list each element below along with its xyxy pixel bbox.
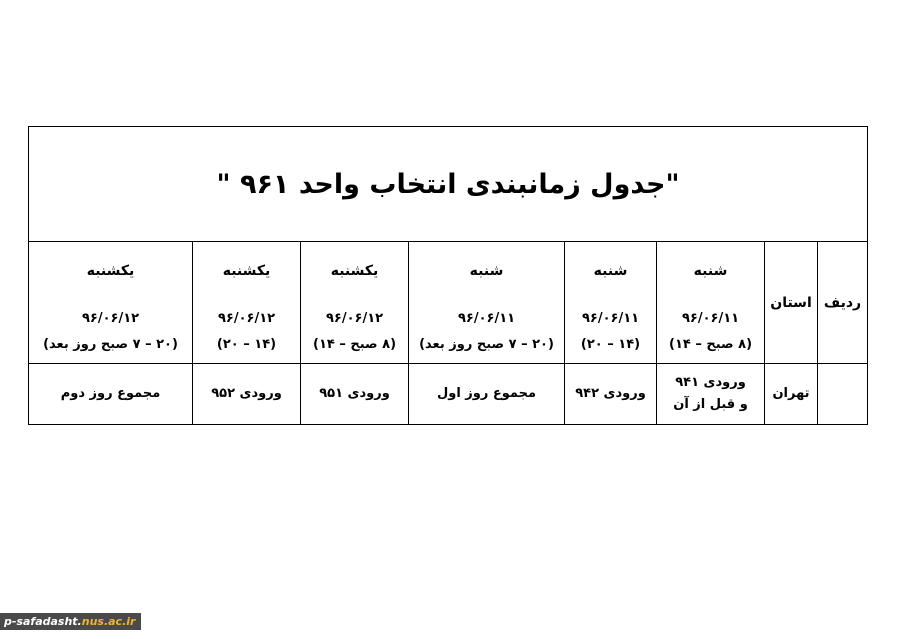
date-time-cell-col-5 (193, 300, 301, 364)
time-range-text: (۲۰ – ۷ صبح روز بعد) (43, 336, 178, 352)
entry-text-line-2: و قبل از آن (673, 397, 748, 412)
table-title-cell (29, 127, 868, 242)
entry-cell-col-3: مجموع روز اول (409, 364, 565, 425)
date-time-cell-col-3 (409, 300, 565, 364)
day-header-col-5: یکشنبه (193, 242, 301, 301)
day-header-col-4: یکشنبه (301, 242, 409, 301)
entry-cell-col-5: ورودی ۹۵۲ (193, 364, 301, 425)
date-text: ۹۶/۰۶/۱۱ (457, 310, 516, 326)
date-time-cell-col-6 (29, 300, 193, 364)
date-text: ۹۶/۰۶/۱۲ (325, 310, 384, 326)
schedule-table (28, 126, 868, 425)
date-time-cell-col-4 (301, 300, 409, 364)
website-watermark (0, 613, 141, 630)
time-range-text: (۱۴ – ۲۰) (216, 336, 277, 352)
day-header-row (29, 242, 868, 301)
row-number-header: ردیف (818, 242, 868, 364)
row-number-cell (818, 364, 868, 425)
province-cell: تهران (765, 364, 818, 425)
time-range-text: (۱۴ – ۲۰) (580, 336, 641, 352)
website-watermark-prefix: p-safadasht. (4, 615, 82, 628)
province-header: استان (765, 242, 818, 364)
entry-cell-col-4: ورودی ۹۵۱ (301, 364, 409, 425)
date-text: ۹۶/۰۶/۱۲ (81, 310, 140, 326)
date-text: ۹۶/۰۶/۱۱ (581, 310, 640, 326)
entry-cell-col-1 (657, 364, 765, 425)
day-header-col-2: شنبه (565, 242, 657, 301)
entry-cell-col-6: مجموع روز دوم (29, 364, 193, 425)
date-time-row (29, 300, 868, 364)
day-header-col-3: شنبه (409, 242, 565, 301)
date-text: ۹۶/۰۶/۱۱ (681, 310, 740, 326)
table-title: "جدول زمانبندی انتخاب واحد ۹۶۱ " (216, 168, 680, 200)
date-time-cell-col-1 (657, 300, 765, 364)
website-watermark-suffix: nus.ac.ir (81, 615, 136, 628)
date-text: ۹۶/۰۶/۱۲ (217, 310, 276, 326)
title-row (29, 127, 868, 242)
day-header-col-1: شنبه (657, 242, 765, 301)
time-range-text: (۲۰ – ۷ صبح روز بعد) (419, 336, 554, 352)
entry-text: ورودی ۹۴۱ (675, 375, 746, 390)
time-range-text: (۸ صبح – ۱۴) (312, 336, 397, 352)
day-header-col-6: یکشنبه (29, 242, 193, 301)
table-row (29, 364, 868, 425)
time-range-text: (۸ صبح – ۱۴) (668, 336, 753, 352)
entry-cell-col-2: ورودی ۹۴۲ (565, 364, 657, 425)
date-time-cell-col-2 (565, 300, 657, 364)
